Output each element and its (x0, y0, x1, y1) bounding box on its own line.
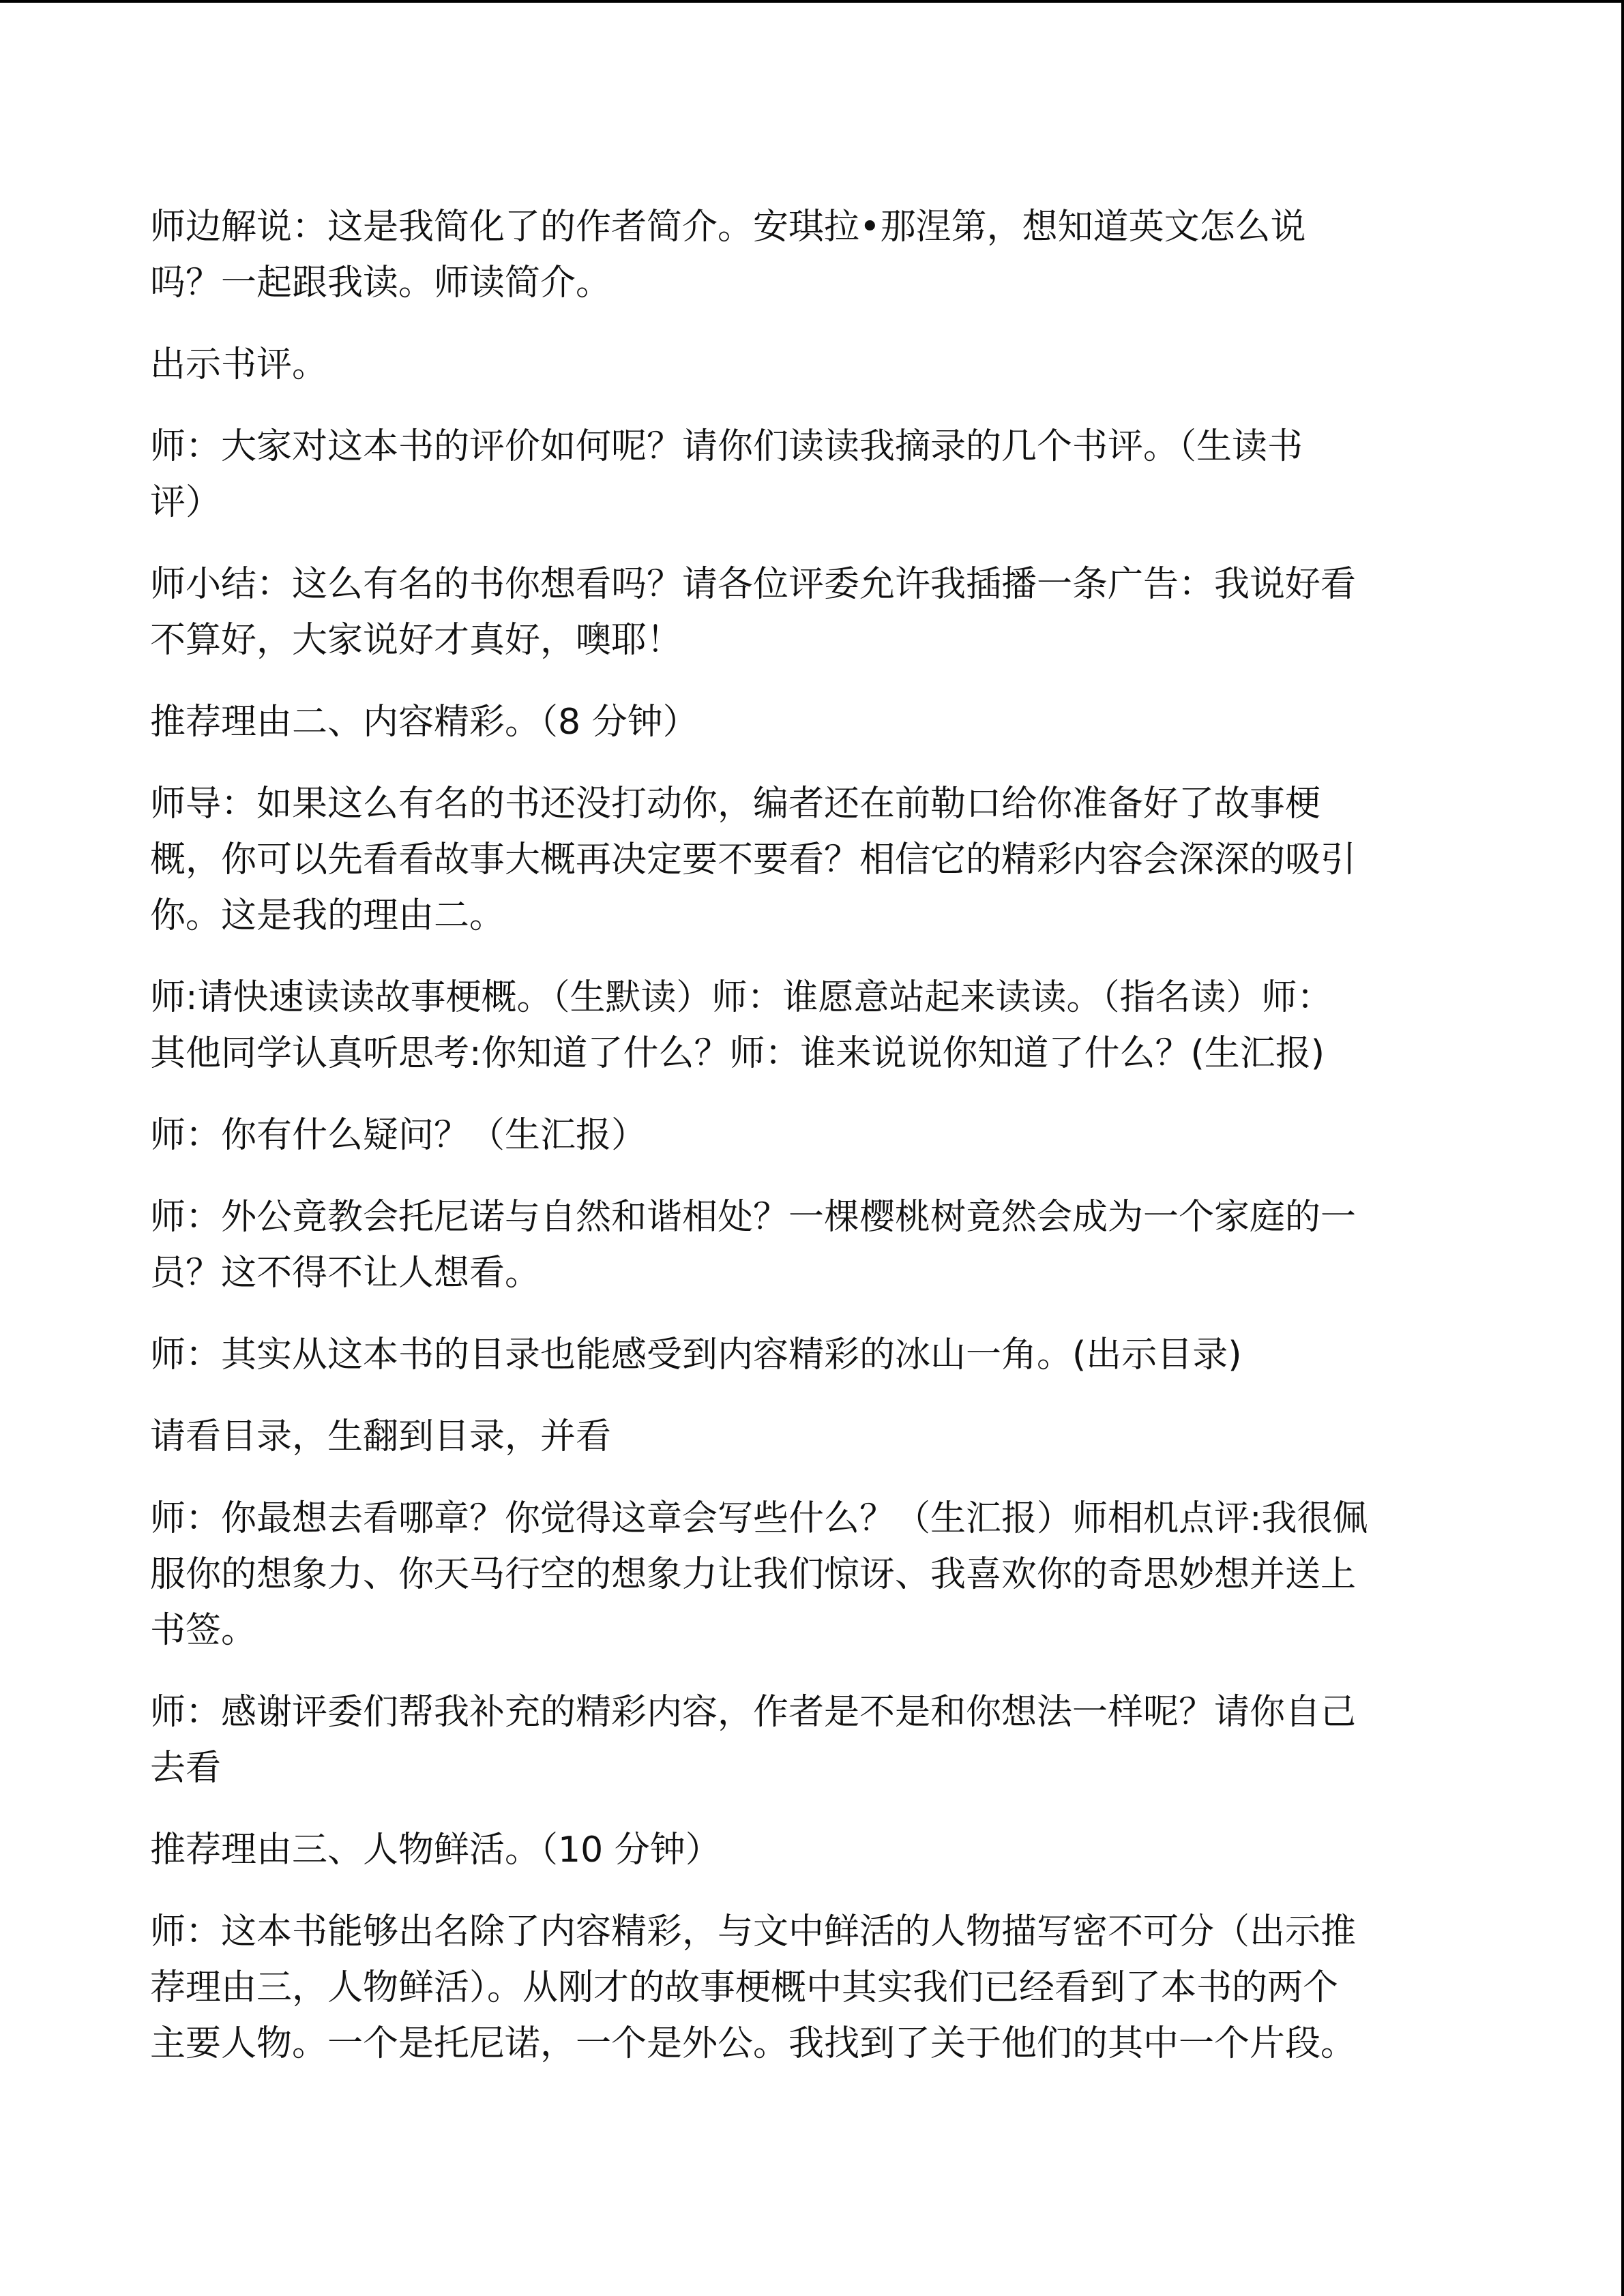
text-line: 师:请快速读读故事梗概。（生默读）师：谁愿意站起来读读。（指名读）师： (150, 977, 1333, 1018)
text-line: 书签。 (150, 1610, 257, 1651)
paragraph (150, 1189, 1463, 1301)
paragraph (150, 1904, 1463, 2072)
text-line: 去看 (150, 1748, 222, 1789)
text-line: 师：感谢评委们帮我补充的精彩内容，作者是不是和你想法一样呢？请你自己 (150, 1692, 1357, 1733)
paragraph (150, 776, 1463, 944)
text-line: 出示书评。 (150, 344, 328, 385)
paragraph (150, 199, 1463, 311)
text-line: 服你的想象力、你天马行空的想象力让我们惊讶、我喜欢你的奇思妙想并送上 (150, 1554, 1357, 1595)
text-line: 请看目录，生翻到目录，并看 (150, 1416, 612, 1457)
paragraph (150, 970, 1463, 1082)
paragraph (150, 1107, 1463, 1163)
text-line: 员？这不得不让人想看。 (150, 1253, 541, 1294)
text-line: 师：你最想去看哪章？你觉得这章会写些什么？（生汇报）师相机点评:我很佩 (150, 1498, 1368, 1539)
text-line: 师：这本书能够出名除了内容精彩，与文中鲜活的人物描写密不可分（出示推 (150, 1911, 1357, 1952)
text-line: 师：大家对这本书的评价如何呢？请你们读读我摘录的几个书评。（生读书 (150, 426, 1303, 467)
paragraph (150, 1491, 1463, 1658)
text-line: 概，你可以先看看故事大概再决定要不要看？相信它的精彩内容会深深的吸引 (150, 839, 1357, 880)
text-line: 主要人物。一个是托尼诺，一个是外公。我找到了关于他们的其中一个片段。 (150, 2023, 1357, 2064)
text-line: 吗？一起跟我读。师读简介。 (150, 263, 612, 303)
text-line: 荐理由三，人物鲜活）。从刚才的故事梗概中其实我们已经看到了本书的两个 (150, 1967, 1339, 2008)
paragraph (150, 337, 1463, 393)
paragraph (150, 1409, 1463, 1465)
text-line: 你。这是我的理由二。 (150, 895, 505, 936)
text-line: 师边解说：这是我简化了的作者简介。安琪拉•那涅第，想知道英文怎么说 (150, 207, 1306, 248)
document-body (150, 199, 1463, 2098)
text-line: 师：其实从这本书的目录也能感受到内容精彩的冰山一角。(出示目录) (150, 1335, 1242, 1375)
paragraph (150, 694, 1463, 750)
text-line: 推荐理由二、内容精彩。（8 分钟） (150, 702, 698, 743)
text-line: 不算好，大家说好才真好，噢耶！ (150, 620, 683, 661)
text-line: 推荐理由三、人物鲜活。（10 分钟） (150, 1830, 721, 1870)
paragraph (150, 556, 1463, 668)
text-line: 其他同学认真听思考:你知道了什么？师：谁来说说你知道了什么？(生汇报) (150, 1033, 1325, 1074)
paragraph (150, 419, 1463, 531)
text-line: 评） (150, 482, 222, 523)
paragraph (150, 1822, 1463, 1878)
paragraph (150, 1327, 1463, 1383)
paragraph (150, 1684, 1463, 1796)
text-line: 师导：如果这么有名的书还没打动你，编者还在前勒口给你准备好了故事梗 (150, 784, 1321, 824)
text-line: 师小结：这么有名的书你想看吗？请各位评委允许我插播一条广告：我说好看 (150, 564, 1357, 605)
text-line: 师：你有什么疑问？（生汇报） (150, 1115, 647, 1156)
text-line: 师：外公竟教会托尼诺与自然和谐相处？一棵樱桃树竟然会成为一个家庭的一 (150, 1197, 1357, 1238)
